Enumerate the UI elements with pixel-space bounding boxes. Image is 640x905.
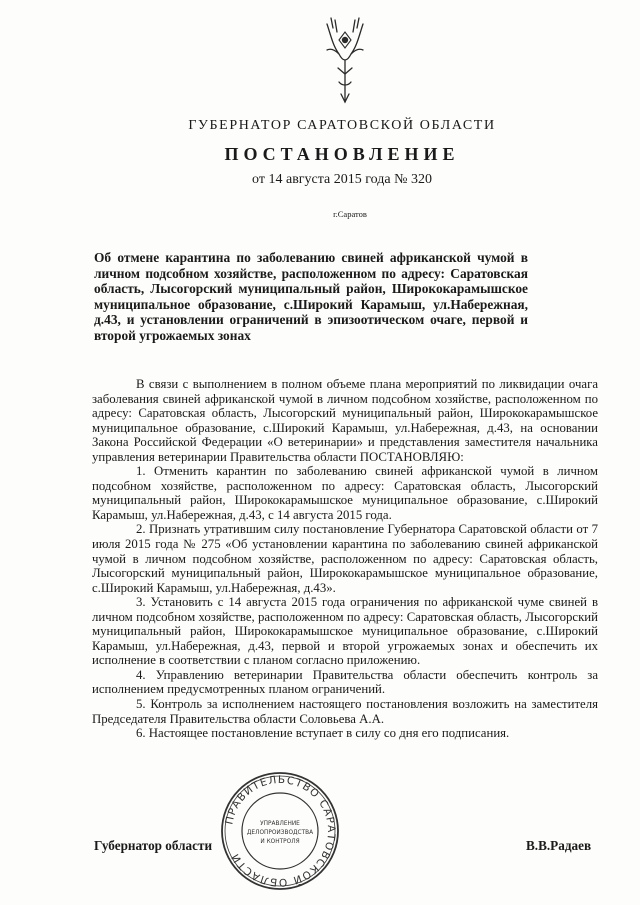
signatory-position: Губернатор области (94, 838, 213, 853)
coat-of-arms-emblem-icon (305, 10, 385, 110)
body-item-3: 3. Установить с 14 августа 2015 года ограничения по африканской чуме свиней в личном подсобном хозяйстве, расположенном по адресу: Саратовская область, Лысогорский муниципальный район, Ширококарамышское муниципальное образование, с.Широкий Карамыш, ул.Набережная, д.43, первой и второй угрожаемых зонах и обеспечить их исполнение в соответствии с планом согласно приложению. (92, 595, 598, 668)
stamp-inner-line-1: УПРАВЛЕНИЕ (260, 821, 300, 827)
body-intro-paragraph: В связи с выполнением в полном объеме плана мероприятий по ликвидации очага заболевания свиней африканской чумой в личном подсобном хозяйстве, расположенном по адресу: Саратовская область, Лысогорский муниципальный район, Ширококарамышское муниципальное образование, с.Широкий Карамыш, ул.Набережная, д.43, на основании Закона Российской Федерации «О ветеринарии» и представления заместителя начальника управления ветеринарии Правительства области ПОСТАНОВЛЯЮ: (92, 377, 598, 464)
body-item-2: 2. Признать утратившим силу постановление Губернатора Саратовской области от 7 июля 2015 года № 275 «Об установлении карантина по заболеванию свиней африканской чумой в личном подсобном хозяйстве, расположенном по адресу: Саратовская область, Лысогорский муниципальный район, Ширококарамышское муниципальное образование, с.Широкий Карамыш, ул.Набережная, д.43». (92, 522, 598, 595)
issuing-authority: ГУБЕРНАТОР САРАТОВСКОЙ ОБЛАСТИ (188, 118, 496, 133)
stamp-inner-line-3: И КОНТРОЛЯ (260, 839, 300, 845)
stamp-inner-line-2: ДЕЛОПРОИЗВОДСТВА (246, 830, 314, 836)
body-item-1: 1. Отменить карантин по заболеванию свиней африканской чумой в личном подсобном хозяйстве, расположенном по адресу: Саратовская область, Лысогорский муниципальный район, Ширококарамышское муниципальное образование, с.Широкий Карамыш, ул.Набережная, д.43, с 14 августа 2015 года. (92, 464, 598, 522)
signatory-name: В.В.Радаев (526, 838, 592, 853)
stamp-outer-text: ПРАВИТЕЛЬСТВО САРАТОВСКОЙ ОБЛАСТИ (223, 773, 338, 889)
document-body (92, 377, 598, 741)
body-item-6: 6. Настоящее постановление вступает в силу со дня его подписания. (136, 726, 510, 741)
document-type-heading: ПОСТАНОВЛЕНИЕ (224, 144, 460, 164)
document-date-number: от 14 августа 2015 года № 320 (252, 172, 432, 187)
document-city: г.Саратов (333, 209, 367, 219)
body-item-4: 4. Управлению ветеринарии Правительства области обеспечить контроль за исполнением предусмотренных планом ограничений. (92, 667, 598, 697)
body-item-5: 5. Контроль за исполнением настоящего постановления возложить на заместителя Председателя Правительства области Соловьева А.А. (92, 697, 598, 726)
document-title: Об отмене карантина по заболеванию свиней африканской чумой в личном подсобном хозяйстве, расположенном по адресу: Саратовская область, Лысогорский муниципальный район, Ширококарамышское муниципальное образование, с.Широкий Карамыш, ул.Набережная, д.43, и установлении ограничений в эпизоотическом очаге, первой и второй угрожаемых зонах (94, 250, 528, 343)
official-stamp (219, 770, 341, 892)
